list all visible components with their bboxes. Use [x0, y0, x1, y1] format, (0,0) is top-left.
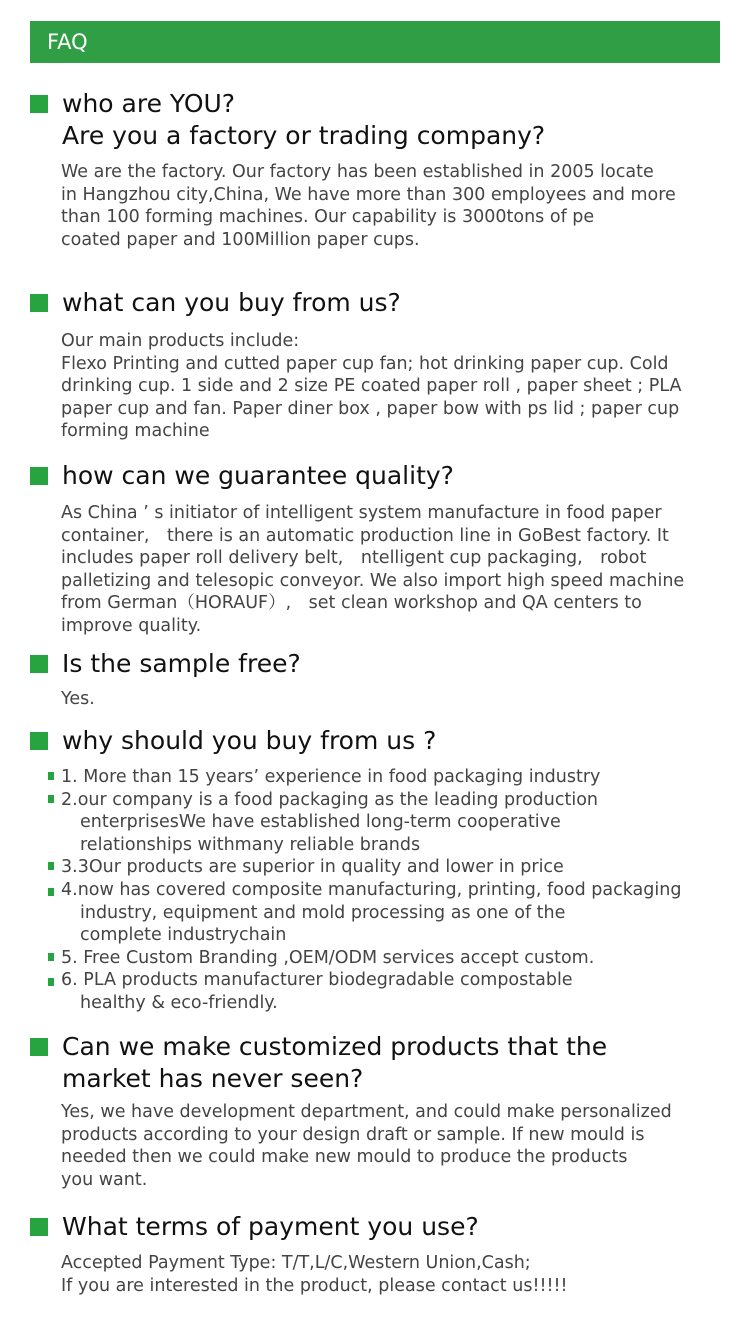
bullet-square-icon: [48, 888, 54, 896]
question-heading: why should you buy from us ?: [62, 726, 437, 755]
reasons-list: [48, 766, 728, 1015]
answer-text: We are the factory. Our factory has been established in 2005 locate in Hangzhou city,China, We have more than 300 employees and more than 100 forming machines. Our capability is 3000tons of pe coated paper and 100Million paper cups.: [61, 162, 676, 250]
question-marker-icon: [30, 1038, 48, 1056]
list-item: 5. Free Custom Branding ,OEM/ODM services accept custom.: [48, 947, 728, 970]
question-heading: how can we guarantee quality?: [62, 461, 454, 490]
question-marker-icon: [30, 467, 48, 485]
answer-text: Our main products include: Flexo Printing and cutted paper cup fan; hot drinking paper cup. Cold drinking cup. 1 side and 2 size PE coated paper roll , paper sheet ; PLA paper cup and fan. Paper diner box , paper bow with ps lid ; paper cup forming machine: [61, 331, 682, 442]
bullet-square-icon: [48, 978, 54, 986]
faq-header-bar: [30, 21, 720, 63]
question-heading: What terms of payment you use?: [62, 1212, 479, 1241]
question-heading: who are YOU? Are you a factory or trading company?: [62, 89, 546, 150]
bullet-square-icon: [48, 953, 54, 961]
bullet-square-icon: [48, 862, 54, 870]
question-marker-icon: [30, 294, 48, 312]
answer-text: Yes, we have development department, and could make personalized products according to your design draft or sample. If new mould is needed then we could make new mould to produce the products you want.: [61, 1102, 672, 1190]
question-heading: Is the sample free?: [62, 649, 301, 678]
list-item: 4.now has covered composite manufacturing, printing, food packaging industry, equipment and mold processing as one of the complete industrychain: [48, 879, 728, 947]
faq-header-title: FAQ: [47, 30, 88, 54]
question-marker-icon: [30, 655, 48, 673]
question-marker-icon: [30, 95, 48, 113]
bullet-square-icon: [48, 772, 54, 780]
answer-text: Yes.: [61, 689, 95, 709]
answer-text: As China ’ s initiator of intelligent system manufacture in food paper container, there is an automatic production line in GoBest factory. It includes paper roll delivery belt, ntelligent cup packaging, robot palletizing and telesopic conveyor. We also import high speed machine from German（HORAUF）, set clean workshop and QA centers to improve quality.: [61, 503, 685, 636]
question-heading: Can we make customized products that the market has never seen?: [62, 1032, 608, 1093]
list-item: 2.our company is a food packaging as the leading production enterprisesWe have established long-term cooperative relationships withmany reliable brands: [48, 789, 728, 857]
list-item: 3.3Our products are superior in quality and lower in price: [48, 856, 728, 879]
bullet-square-icon: [48, 795, 54, 803]
list-item: 1. More than 15 years’ experience in food packaging industry: [48, 766, 728, 789]
list-item: 6. PLA products manufacturer biodegradable compostable healthy & eco-friendly.: [48, 969, 728, 1014]
question-marker-icon: [30, 732, 48, 750]
question-marker-icon: [30, 1218, 48, 1236]
answer-text: Accepted Payment Type: T/T,L/C,Western Union,Cash; If you are interested in the product, please contact us!!!!!: [61, 1253, 568, 1296]
question-heading: what can you buy from us?: [62, 288, 401, 317]
